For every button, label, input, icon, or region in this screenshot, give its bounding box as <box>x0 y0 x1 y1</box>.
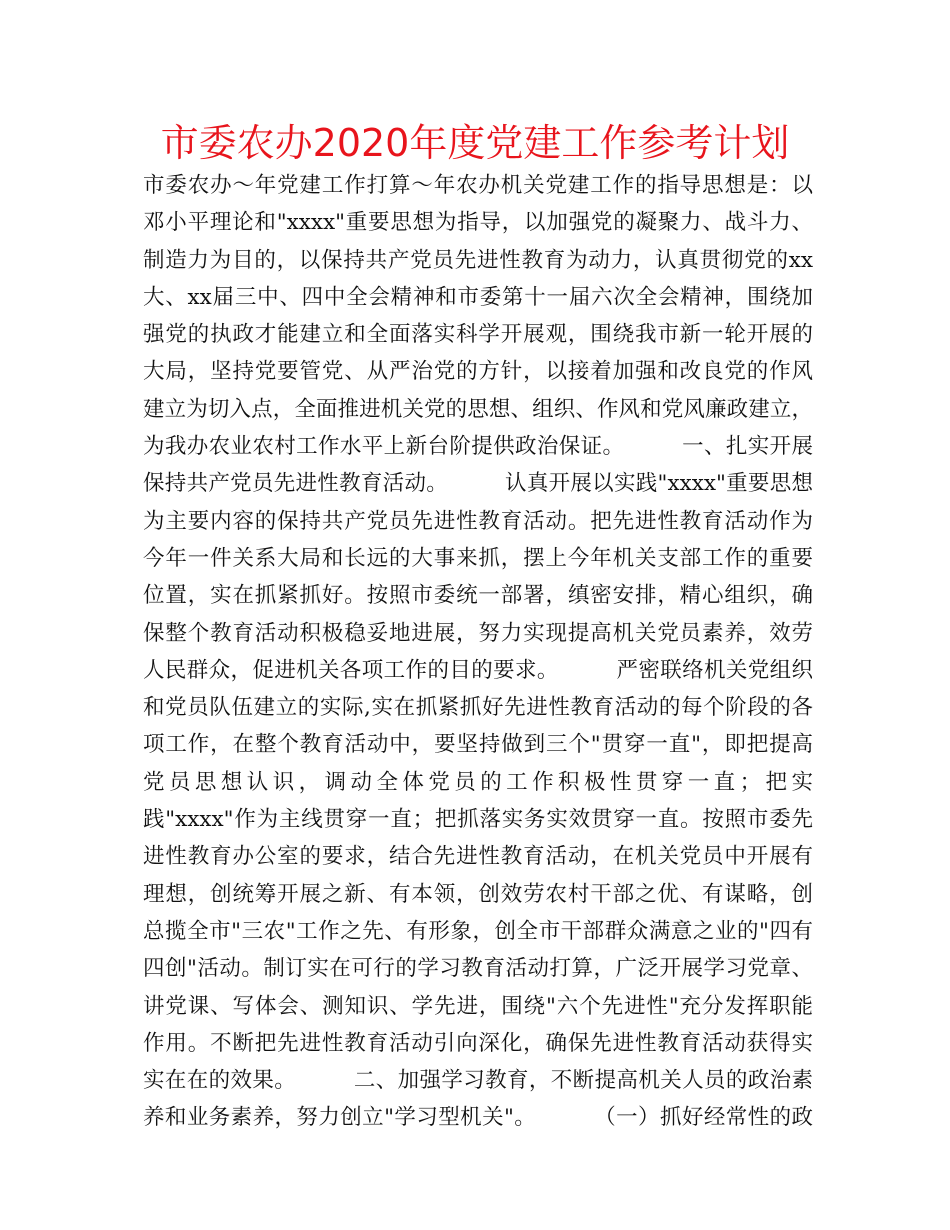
body-line: 养和业务素养，努力创立"学习型机关"。 （一）抓好经常性的政 <box>143 1105 813 1131</box>
body-line: 大局，坚持党要管党、从严治党的方针，以接着加强和改良党的作风 <box>143 359 813 385</box>
body-line: 制造力为目的，以保持共产党员先进性教育为动力，认真贯彻党的xx <box>143 247 813 273</box>
body-line: 项工作，在整个教育活动中，要坚持做到三个"贯穿一直"，即把提高 <box>143 732 813 758</box>
body-line: 四创"活动。制订实在可行的学习教育活动打算，广泛开展学习党章、 <box>143 956 813 982</box>
body-line: 为主要内容的保持共产党员先进性教育活动。把先进性教育活动作为 <box>143 508 813 534</box>
body-line: 建立为切入点，全面推进机关党的思想、组织、作风和党风廉政建立， <box>143 396 813 422</box>
body-line: 理想，创统筹开展之新、有本领，创效劳农村干部之优、有谋略，创 <box>143 881 813 907</box>
body-line: 人民群众，促进机关各项工作的目的要求。 严密联络机关党组织 <box>143 657 813 683</box>
body-line: 强党的执政才能建立和全面落实科学开展观，围绕我市新一轮开展的 <box>143 322 813 348</box>
body-line: 市委农办～年党建工作打算～年农办机关党建工作的指导思想是：以 <box>143 173 813 198</box>
body-line: 践"xxxx"作为主线贯穿一直；把抓落实务实效贯穿一直。按照市委先 <box>143 807 813 833</box>
body-line: 为我办农业农村工作水平上新台阶提供政治保证。 一、扎实开展 <box>143 434 813 460</box>
body-line: 进性教育办公室的要求，结合先进性教育活动，在机关党员中开展有 <box>143 844 813 870</box>
body-line: 和党员队伍建立的实际,实在抓紧抓好先进性教育活动的每个阶段的各 <box>143 695 813 721</box>
body-line: 位置，实在抓紧抓好。按照市委统一部署，缜密安排，精心组织，确 <box>143 583 813 609</box>
body-line: 大、xx届三中、四中全会精神和市委第十一届六次全会精神，围绕加 <box>143 284 813 310</box>
body-line: 今年一件关系大局和长远的大事来抓，摆上今年机关支部工作的重要 <box>143 545 813 571</box>
body-line: 作用。不断把先进性教育活动引向深化，确保先进性教育活动获得实 <box>143 1030 813 1056</box>
body-line: 保整个教育活动积极稳妥地进展，努力实现提高机关党员素养，效劳 <box>143 620 813 646</box>
document-title: 市委农办2020年度党建工作参考计划 <box>160 121 790 165</box>
body-line: 实在在的效果。 二、加强学习教育，不断提高机关人员的政治素 <box>143 1068 813 1094</box>
body-line: 讲党课、写体会、测知识、学先进，围绕"六个先进性"充分发挥职能 <box>143 993 813 1019</box>
document-body <box>143 167 813 1137</box>
body-line: 党员思想认识，调动全体党员的工作积极性贯穿一直；把实 <box>143 769 813 795</box>
body-line: 邓小平理论和"xxxx"重要思想为指导，以加强党的凝聚力、战斗力、 <box>143 210 813 236</box>
body-line: 保持共产党员先进性教育活动。 认真开展以实践"xxxx"重要思想 <box>143 471 813 497</box>
body-line: 总揽全市"三农"工作之先、有形象，创全市干部群众满意之业的"四有 <box>143 918 813 944</box>
